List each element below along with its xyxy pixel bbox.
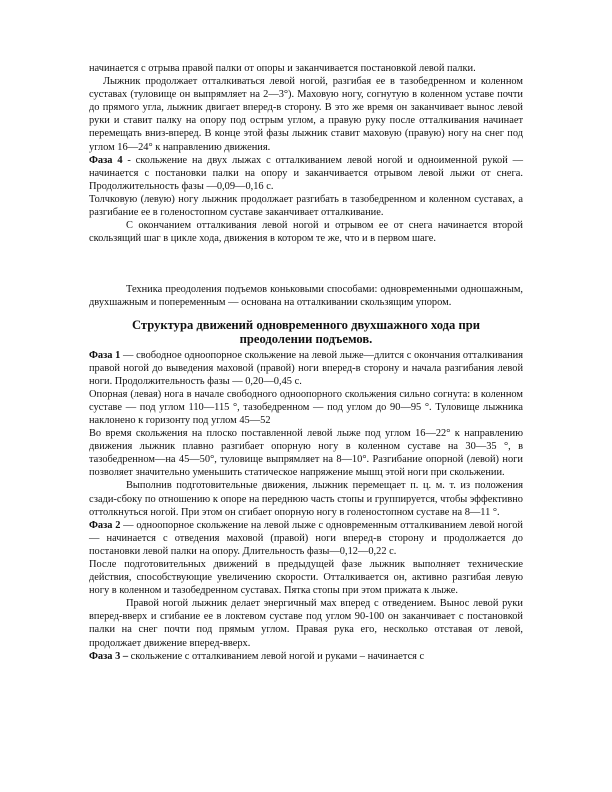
section-gap (89, 245, 523, 283)
paragraph-left-leg-push: Лыжник продолжает отталкиваться левой ногой, разгибая ее в тазобедренном и коленном суставах (туловище он выпрямляет на 2—3°). Маховую ногу, согнутую в коленном уставе почти до прямого угла, лыжник двигает вперед-в сторону. В это же время он заканчивает вынос левой руки и ставит палку на опору под острым углом, а правую руку после отталкивания начинает перемещать вниз-вперед. В конце этой фазы лыжник ставит маховую (правую) ногу на снег под углом 16—24° к направлению движения. (89, 76, 523, 153)
paragraph-second-step: С окончанием отталкивания левой ногой и отрывом ее от снега начинается второй скользящий шаг в цикле хода, движения в котором те же, что и в первом шаге. (89, 220, 523, 245)
phase3-text: скольжение с отталкиванием левой ногой и руками – начинается с (128, 650, 425, 662)
phase3-label: Фаза 3 – (89, 650, 129, 662)
phase2-text: — одноопорное скольжение на левой лыже с одновременным отталкиванием левой ногой — начинается с отведения маховой (правой) ноги вперед-в сторону и продолжается до постановки левой палки на опору. Длительность фазы—0,12—0,22 с. (89, 519, 523, 557)
paragraph-gliding: Во время скольжения на плоско поставленной левой лыже под углом 16—22° к направлению движения лыжник плавно разгибает опорную ногу в коленном суставе на 30—35 °, в тазобедренном—на 45—50°, туловище выпрямляет на 8—10°. Разгибание опорной (левой) ноги позволяет значительно уменьшить статическое напряжение мышц этой ноги при скольжении. (89, 428, 523, 479)
paragraph-phase1 (89, 349, 523, 388)
phase1-label: Фаза 1 (89, 349, 121, 361)
phase1-text: — свободное одноопорное скольжение на левой лыже—длится с окончания отталкивания правой ногой до выведения маховой (правой) ноги вперед-в сторону и начала разгибания левой ноги. Продолжительность фазы — 0,20—0,45 с. (89, 349, 523, 387)
paragraph-right-leg-swing: Правой ногой лыжник делает энергичный мах вперед с отведением. Вынос левой руки вперед-вверх и сгибание ее в локтевом суставе под углом 90-100 он заканчивает с постановкой палки на снег почти под прямым углом. Правая рука его, несколько отставая от левой, продолжает движение вперед-вверх. (89, 598, 523, 649)
phase4-text: - скольжение на двух лыжах с отталкиванием левой ногой и одноименной рукой — начинается с постановки палки на опору и заканчивается отрывом левой лыжи от снега. Продолжительность фазы —0,09—0,16 с. (89, 154, 523, 192)
paragraph-climbing-technique: Техника преодоления подъемов коньковыми способами: одновременными одношажным, двухшажным и попеременным — основана на отталкивании скользящим упором. (89, 284, 523, 309)
phase4-label: Фаза 4 (89, 154, 123, 166)
paragraph-push-leg: Толчковую (левую) ногу лыжник продолжает разгибать в тазобедренном и коленном суставах, а разгибание ее в голеностопном суставе заканчивает отталкивание. (89, 193, 523, 219)
paragraph-technical-actions: После подготовительных движений в предыдущей фазе лыжник выполняет технические действия, способствующие увеличению скорости. Отталкивается он, активно разгибая левую ногу в коленном и тазобедренном суставах. Пятка стопы при этом прижата к лыже. (89, 559, 523, 597)
paragraph-phase3-ending: начинается с отрыва правой палки от опоры и заканчивается постановкой левой палки. (89, 63, 476, 74)
paragraph-phase4 (89, 154, 523, 193)
document-page (89, 62, 523, 663)
paragraph-phase2 (89, 519, 523, 558)
section-title: Структура движений одновременного двухшажного хода при преодолении подъемов. (132, 317, 480, 346)
paragraph-preparatory: Выполнив подготовительные движения, лыжник перемещает п. ц. м. т. из положения сзади-сбоку по отношению к опоре на переднюю часть стопы и группируется, чтобы эффективно оттолкнуться ногой. При этом он сгибает опорную ногу в голеностопном суставе на 8—11 °. (89, 480, 523, 518)
phase2-label: Фаза 2 (89, 519, 121, 531)
paragraph-support-leg: Опорная (левая) нога в начале свободного одноопорного скольжения сильно согнута: в коленном суставе — под углом 110—115 °, тазобедренном — под углом до 90—95 °. Туловище лыжника наклонено к горизонту под углом 45—52 (89, 388, 523, 426)
paragraph-phase3 (89, 650, 523, 663)
